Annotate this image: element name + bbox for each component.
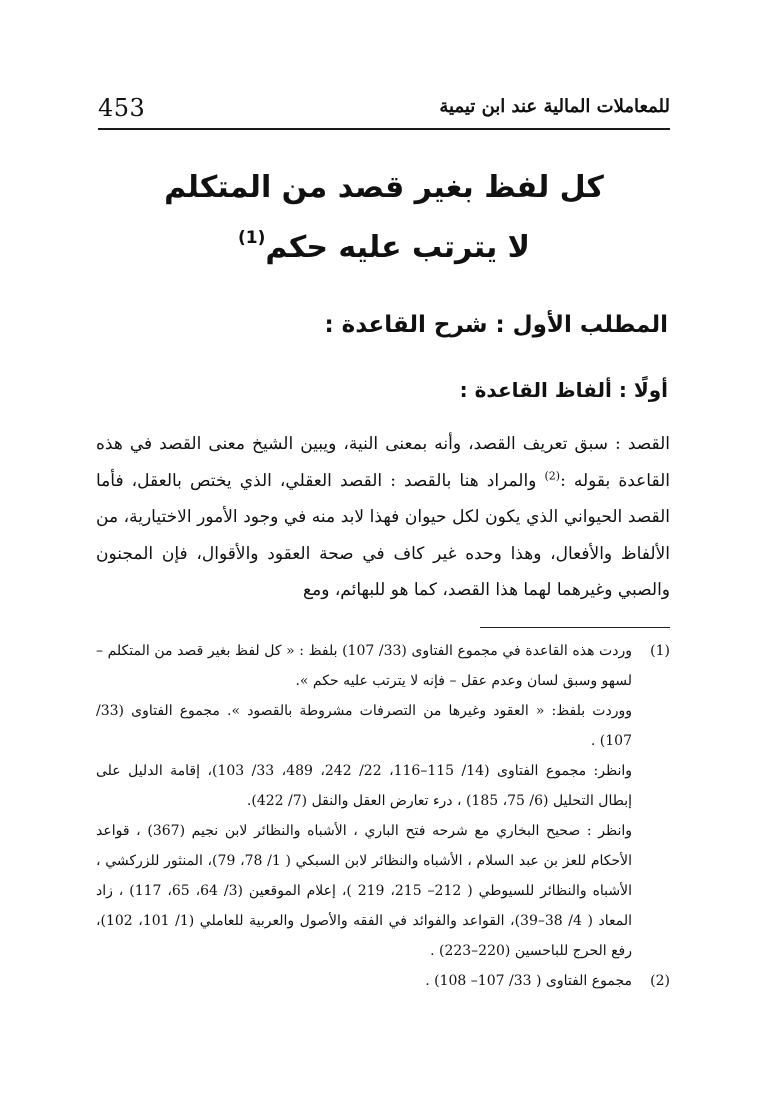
body-text-part-1: القصد : سبق تعريف القصد، وأنه بمعنى النية، ويبين الشيخ معنى القصد في هذه القاعدة بقوله : [96,434,670,491]
footnote-1-number: (1) [650,643,670,659]
footnotes [96,636,670,996]
main-title-line-2 [98,228,670,265]
footnote-1-paragraph: وردت هذه القاعدة في مجموع الفتاوى (33/ 107) بلفظ : « كل لفظ بغير قصد من المتكلم – لسهو وسبق لسان وعدم عقل – فإنه لا يترتب عليه حكم ». [96,643,632,689]
running-title: للمعاملات المالية عند ابن تيمية [439,96,670,117]
section-heading: المطلب الأول : شرح القاعدة : [324,312,668,338]
footnote-2-paragraph: مجموع الفتاوى ( 33/ 107– 108) . [425,973,632,989]
running-header [98,88,670,130]
footnote-1 [96,636,670,966]
footnote-separator [480,627,670,628]
footnote-2 [96,966,670,996]
body-footnote-ref: (2) [544,468,561,482]
footnote-1-paragraph: وانظر : صحيح البخاري مع شرحه فتح الباري ، الأشباه والنظائر لابن نجيم (367) ، قواعد الأحكام للعز بن عبد السلام ، الأشباه والنظائر لابن السبكي ( 1/ 78، 79)، المنثور للزركشي ، الأشباه والنظائر للسيوطي ( 212– 215، 219 )، إعلام الموقعين (3/ 64، 65، 117) ، زاد المعاد ( 4/ 38–39)، القواعد والفوائد في الفقه والأصول والعربية للعاملي (1/ 101، 102)، رفع الحرج للباحسين (220–223) . [96,823,633,959]
body-text-part-2: والمراد هنا بالقصد : القصد العقلي، الذي يختص بالعقل، فأما القصد الحيواني الذي يكون لكل حيوان فهذا لابد منه في وجود الأمور الاختيارية، من الألفاظ والأفعال، وهذا وحده غير كاف في صحة العقود والأقوال، فإن المجنون والصبي وغيرهما لهما هذا القصد، كما هو للبهائم، ومع [96,470,670,601]
main-title-line-2-text: لا يترتب عليه حكم [265,230,531,265]
main-title-line-1 [98,170,670,205]
title-footnote-ref: (1) [237,228,266,248]
footnote-1-paragraph: وانظر: مجموع الفتاوى (14/ 115–116، 22/ 242، 489، 33/ 103)، إقامة الدليل على إبطال التحليل (6/ 75، 185) ، درء تعارض العقل والنقل (7/ 422). [96,763,633,809]
section-subheading: أولًا : ألفاظ القاعدة : [459,378,668,402]
footnote-2-number: (2) [650,973,670,989]
body-paragraph [96,426,670,609]
page-number: 453 [98,94,146,122]
main-title-line-1-text: كل لفظ بغير قصد من المتكلم [164,170,604,205]
footnote-1-paragraph: ووردت بلفظ: « العقود وغيرها من التصرفات مشروطة بالقصود ». مجموع الفتاوى (33/ 107) . [96,703,632,749]
